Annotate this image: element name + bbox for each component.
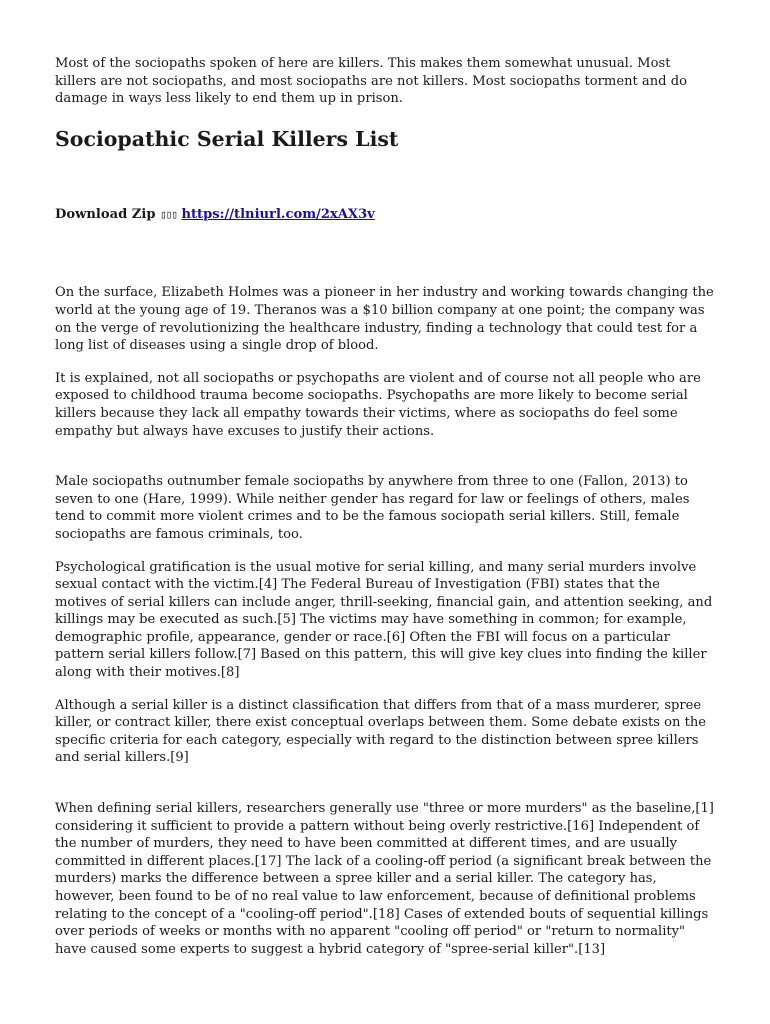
page-title: Sociopathic Serial Killers List [55,126,399,151]
paragraph-classification: Although a serial killer is a distinct classification that differs from that of a mass murderer, spree killer, or contract killer, there exist conceptual overlaps between them. Some debate exists on the specific criteria for each category, especially with regard to the distinction between spree killers and serial killers.[9] [55,697,707,766]
document-page [55,55,715,958]
missing-glyph-icons: ▯▯▯ [160,207,177,221]
paragraph-sociopaths-violence: It is explained, not all sociopaths or psychopaths are violent and of course not all people who are exposed to childhood trauma become sociopaths. Psychopaths are more likely to become serial killers because they lack all empathy towards their victims, where as sociopaths do feel some empathy but always have excuses to justify their actions. [55,370,701,439]
download-line [55,206,715,224]
paragraph-motives: Psychological gratification is the usual motive for serial killing, and many serial murders involve sexual contact with the victim.[4] The Federal Bureau of Investigation (FBI) states that the motives of serial killers can include anger, thrill-seeking, financial gain, and attention seeking, and killings may be executed as such.[5] The victims may have something in common; for example, demographic profile, appearance, gender or race.[6] Often the FBI will focus on a particular pattern serial killers follow.[7] Based on this pattern, this will give key clues into finding the killer along with their motives.[8] [55,559,713,681]
download-label: Download Zip [55,206,156,222]
download-link[interactable]: https://tlniurl.com/2xAX3v [181,206,375,222]
intro-paragraph: Most of the sociopaths spoken of here are killers. This makes them somewhat unusual. Most killers are not sociopaths, and most sociopaths are not killers. Most sociopaths torment and do damage in ways less likely to end them up in prison. [55,56,687,107]
paragraph-definition: When defining serial killers, researchers generally use "three or more murders" as the baseline,[1] considering it sufficient to provide a pattern without being overly restrictive.[16] Independent of the number of murders, they need to have been committed at different times, and are usually committed in different places.[17] The lack of a cooling-off period (a significant break between the murders) marks the difference between a spree killer and a serial killer. The category has, however, been found to be of no real value to law enforcement, because of definitional problems relating to the concept of a "cooling-off period".[18] Cases of extended bouts of sequential killings over periods of weeks or months with no apparent "cooling off period" or "return to normality" have caused some experts to suggest a hybrid category of "spree-serial killer".[13] [55,801,714,957]
paragraph-holmes: On the surface, Elizabeth Holmes was a pioneer in her industry and working towards changing the world at the young age of 19. Theranos was a $10 billion company at one point; the company was on the verge of revolutionizing the healthcare industry, finding a technology that could test for a long list of diseases using a single drop of blood. [55,285,714,354]
paragraph-gender-ratio: Male sociopaths outnumber female sociopaths by anywhere from three to one (Fallon, 2013) to seven to one (Hare, 1999). While neither gender has regard for law or feelings of others, males tend to commit more violent crimes and to be the famous sociopath serial killers. Still, female sociopaths are famous criminals, too. [55,474,690,542]
